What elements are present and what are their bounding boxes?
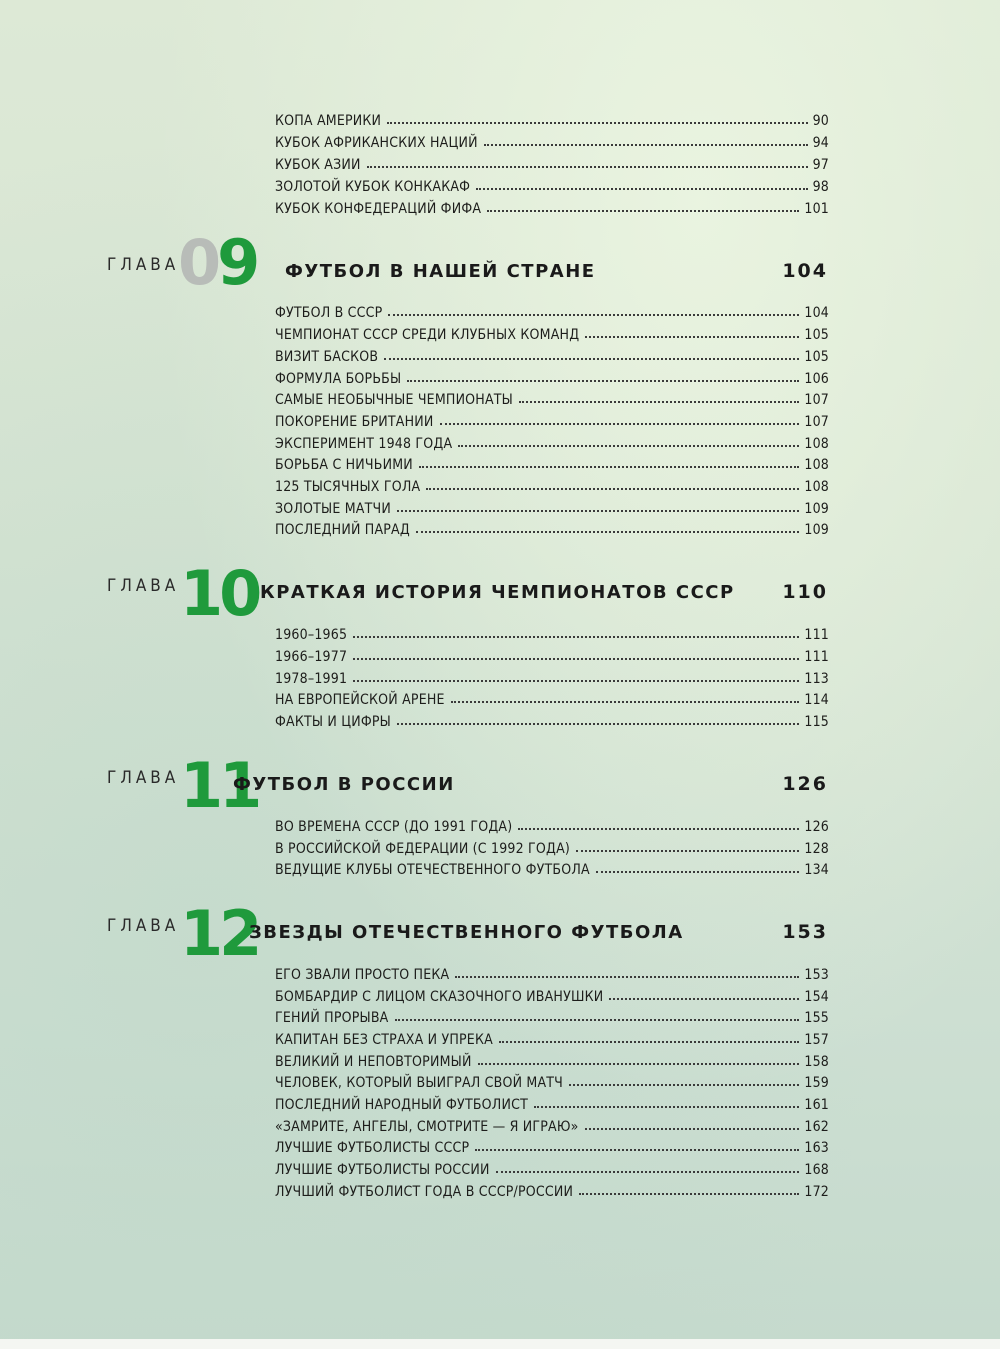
chapter-title[interactable]: ФУТБОЛ В НАШЕЙ СТРАНЕ <box>285 261 596 282</box>
entry-title: ПОСЛЕДНИЙ ПАРАД <box>275 522 410 538</box>
entry-page: 128 <box>804 841 829 857</box>
entry-page: 107 <box>804 414 829 430</box>
dot-leader <box>353 658 799 660</box>
entry-title: ЗОЛОТЫЕ МАТЧИ <box>275 501 391 517</box>
entry-title: В РОССИЙСКОЙ ФЕДЕРАЦИИ (С 1992 ГОДА) <box>275 841 571 857</box>
entry-title: ФУТБОЛ В СССР <box>275 305 383 321</box>
toc-entry[interactable] <box>275 621 829 643</box>
entry-title: ФАКТЫ И ЦИФРЫ <box>275 714 391 730</box>
entry-page: 126 <box>804 819 829 835</box>
dot-leader <box>419 466 799 468</box>
entry-page: 155 <box>804 1010 829 1026</box>
entry-page: 114 <box>804 692 829 708</box>
dot-leader <box>484 144 808 146</box>
dot-leader <box>455 976 799 978</box>
toc-entry[interactable] <box>275 495 829 517</box>
entry-title: ЭКСПЕРИМЕНТ 1948 ГОДА <box>275 436 453 452</box>
chapter-label: ГЛАВА <box>107 768 180 788</box>
toc-entry[interactable] <box>275 1091 829 1113</box>
dot-leader <box>569 1084 799 1086</box>
dot-leader <box>353 680 799 682</box>
dot-leader <box>395 1019 800 1021</box>
toc-entry[interactable] <box>275 856 829 878</box>
toc-entry[interactable] <box>275 1113 829 1135</box>
entry-page: 168 <box>804 1162 829 1178</box>
entry-page: 158 <box>804 1054 829 1070</box>
dot-leader <box>496 1171 800 1173</box>
chapter-page: 110 <box>782 581 828 603</box>
dot-leader <box>476 188 807 190</box>
entry-page: 159 <box>804 1075 829 1091</box>
toc-entry[interactable] <box>275 321 829 343</box>
chapter-number-lead-digit: 0 <box>178 226 218 299</box>
toc-entry[interactable] <box>275 835 829 857</box>
dot-leader <box>579 1193 799 1195</box>
toc-entry[interactable] <box>275 1178 829 1200</box>
dot-leader <box>426 488 799 490</box>
chapter-number: 10 <box>180 557 259 630</box>
dot-leader <box>397 510 799 512</box>
chapter-label: ГЛАВА <box>107 255 180 275</box>
entry-title: ВЕДУЩИЕ КЛУБЫ ОТЕЧЕСТВЕННОГО ФУТБОЛА <box>275 862 590 878</box>
dot-leader <box>353 636 799 638</box>
toc-entry[interactable] <box>275 516 829 538</box>
toc-entry[interactable] <box>275 1156 829 1178</box>
toc-entry[interactable] <box>275 1069 829 1091</box>
dot-leader <box>609 998 799 1000</box>
dot-leader <box>384 358 799 360</box>
dot-leader <box>534 1106 799 1108</box>
entry-title: ВО ВРЕМЕНА СССР (ДО 1991 ГОДА) <box>275 819 513 835</box>
toc-entry[interactable] <box>275 1026 829 1048</box>
chapter-label: ГЛАВА <box>107 576 180 596</box>
entry-page: 162 <box>804 1119 829 1135</box>
entry-page: 90 <box>812 113 829 129</box>
chapter-label: ГЛАВА <box>107 916 180 936</box>
entry-title: ЧЕЛОВЕК, КОТОРЫЙ ВЫИГРАЛ СВОЙ МАТЧ <box>275 1075 564 1091</box>
entry-title: САМЫЕ НЕОБЫЧНЫЕ ЧЕМПИОНАТЫ <box>275 392 513 408</box>
toc-entry[interactable] <box>275 299 829 321</box>
entry-title: НА ЕВРОПЕЙСКОЙ АРЕНЕ <box>275 692 445 708</box>
dot-leader <box>387 122 807 124</box>
entry-title: КУБОК АЗИИ <box>275 157 361 173</box>
chapter-number-digit: 9 <box>217 226 257 299</box>
dot-leader <box>519 401 799 403</box>
entry-title: ЧЕМПИОНАТ СССР СРЕДИ КЛУБНЫХ КОМАНД <box>275 327 580 343</box>
dot-leader <box>576 850 799 852</box>
chapter-page: 153 <box>782 921 828 943</box>
chapter-title[interactable]: ЗВЕЗДЫ ОТЕЧЕСТВЕННОГО ФУТБОЛА <box>249 922 684 943</box>
chapter-page: 104 <box>782 260 828 282</box>
entry-page: 98 <box>812 179 829 195</box>
entry-page: 104 <box>804 305 829 321</box>
dot-leader <box>458 445 799 447</box>
dot-leader <box>596 871 799 873</box>
entry-title: БОМБАРДИР С ЛИЦОМ СКАЗОЧНОГО ИВАНУШКИ <box>275 989 604 1005</box>
toc-entry[interactable] <box>275 195 829 217</box>
toc-entry[interactable] <box>275 365 829 387</box>
toc-entry[interactable] <box>275 961 829 983</box>
entry-page: 157 <box>804 1032 829 1048</box>
toc-entry[interactable] <box>275 451 829 473</box>
entry-title: ПОКОРЕНИЕ БРИТАНИИ <box>275 414 434 430</box>
entry-title: ЛУЧШИЕ ФУТБОЛИСТЫ СССР <box>275 1140 470 1156</box>
dot-leader <box>407 380 799 382</box>
entry-title: КАПИТАН БЕЗ СТРАХА И УПРЕКА <box>275 1032 493 1048</box>
entry-page: 109 <box>804 501 829 517</box>
chapter-page: 126 <box>782 773 828 795</box>
dot-leader <box>499 1041 799 1043</box>
toc-entry[interactable] <box>275 430 829 452</box>
dot-leader <box>518 828 799 830</box>
toc-entry[interactable] <box>275 151 829 173</box>
entry-title: ЛУЧШИЙ ФУТБОЛИСТ ГОДА В СССР/РОССИИ <box>275 1184 574 1200</box>
entry-page: 111 <box>804 627 829 643</box>
toc-entry[interactable] <box>275 1048 829 1070</box>
entry-title: 1966–1977 <box>275 649 348 665</box>
entry-title: ВЕЛИКИЙ И НЕПОВТОРИМЫЙ <box>275 1054 472 1070</box>
entry-page: 106 <box>804 371 829 387</box>
toc-entry[interactable] <box>275 708 829 730</box>
entry-title: КУБОК КОНФЕДЕРАЦИЙ ФИФА <box>275 201 482 217</box>
entry-title: ФОРМУЛА БОРЬБЫ <box>275 371 402 387</box>
page-bottom-edge <box>0 1339 1000 1349</box>
toc-entry[interactable] <box>275 129 829 151</box>
entry-title: ЛУЧШИЕ ФУТБОЛИСТЫ РОССИИ <box>275 1162 490 1178</box>
dot-leader <box>585 336 799 338</box>
entry-page: 108 <box>804 479 829 495</box>
entry-page: 153 <box>804 967 829 983</box>
toc-entry[interactable] <box>275 1004 829 1026</box>
entry-title: 125 ТЫСЯЧНЫХ ГОЛА <box>275 479 421 495</box>
entry-page: 101 <box>804 201 829 217</box>
entry-page: 109 <box>804 522 829 538</box>
toc-entry[interactable] <box>275 665 829 687</box>
toc-entry[interactable] <box>275 643 829 665</box>
entry-page: 161 <box>804 1097 829 1113</box>
toc-entry[interactable] <box>275 473 829 495</box>
chapter-title[interactable]: ФУТБОЛ В РОССИИ <box>233 774 455 795</box>
entry-page: 108 <box>804 457 829 473</box>
dot-leader <box>388 314 799 316</box>
chapter-number: 12 <box>180 897 259 970</box>
entry-title: КУБОК АФРИКАНСКИХ НАЦИЙ <box>275 135 478 151</box>
chapter-number <box>178 226 257 299</box>
entry-title: «ЗАМРИТЕ, АНГЕЛЫ, СМОТРИТЕ — Я ИГРАЮ» <box>275 1119 579 1135</box>
entry-page: 134 <box>804 862 829 878</box>
entry-page: 115 <box>804 714 829 730</box>
dot-leader <box>487 210 799 212</box>
toc-entry[interactable] <box>275 408 829 430</box>
entry-page: 97 <box>812 157 829 173</box>
entry-title: ПОСЛЕДНИЙ НАРОДНЫЙ ФУТБОЛИСТ <box>275 1097 528 1113</box>
entry-title: ЕГО ЗВАЛИ ПРОСТО ПЕКА <box>275 967 450 983</box>
dot-leader <box>367 166 808 168</box>
dot-leader <box>397 723 799 725</box>
dot-leader <box>416 531 799 533</box>
entry-page: 113 <box>804 671 829 687</box>
entry-page: 105 <box>804 349 829 365</box>
entry-title: БОРЬБА С НИЧЬИМИ <box>275 457 413 473</box>
entry-title: 1978–1991 <box>275 671 348 687</box>
entry-page: 108 <box>804 436 829 452</box>
toc-entry[interactable] <box>275 1134 829 1156</box>
entry-page: 154 <box>804 989 829 1005</box>
toc-entry[interactable] <box>275 107 829 129</box>
toc-entry[interactable] <box>275 983 829 1005</box>
toc-entry[interactable] <box>275 173 829 195</box>
toc-entry[interactable] <box>275 813 829 835</box>
entry-page: 94 <box>812 135 829 151</box>
dot-leader <box>478 1063 800 1065</box>
entry-title: ВИЗИТ БАСКОВ <box>275 349 379 365</box>
entry-page: 172 <box>804 1184 829 1200</box>
chapter-title[interactable]: КРАТКАЯ ИСТОРИЯ ЧЕМПИОНАТОВ СССР <box>260 582 735 603</box>
entry-title: ГЕНИЙ ПРОРЫВА <box>275 1010 389 1026</box>
entry-page: 107 <box>804 392 829 408</box>
chapter-number: 11 <box>180 749 259 822</box>
toc-entry[interactable] <box>275 386 829 408</box>
entry-title: ЗОЛОТОЙ КУБОК КОНКАКАФ <box>275 179 471 195</box>
dot-leader <box>475 1149 799 1151</box>
entry-title: 1960–1965 <box>275 627 348 643</box>
dot-leader <box>451 701 800 703</box>
toc-entry[interactable] <box>275 686 829 708</box>
dot-leader <box>585 1128 800 1130</box>
toc-entry[interactable] <box>275 343 829 365</box>
entry-page: 105 <box>804 327 829 343</box>
entry-page: 111 <box>804 649 829 665</box>
entry-page: 163 <box>804 1140 829 1156</box>
dot-leader <box>440 423 800 425</box>
entry-title: КОПА АМЕРИКИ <box>275 113 382 129</box>
